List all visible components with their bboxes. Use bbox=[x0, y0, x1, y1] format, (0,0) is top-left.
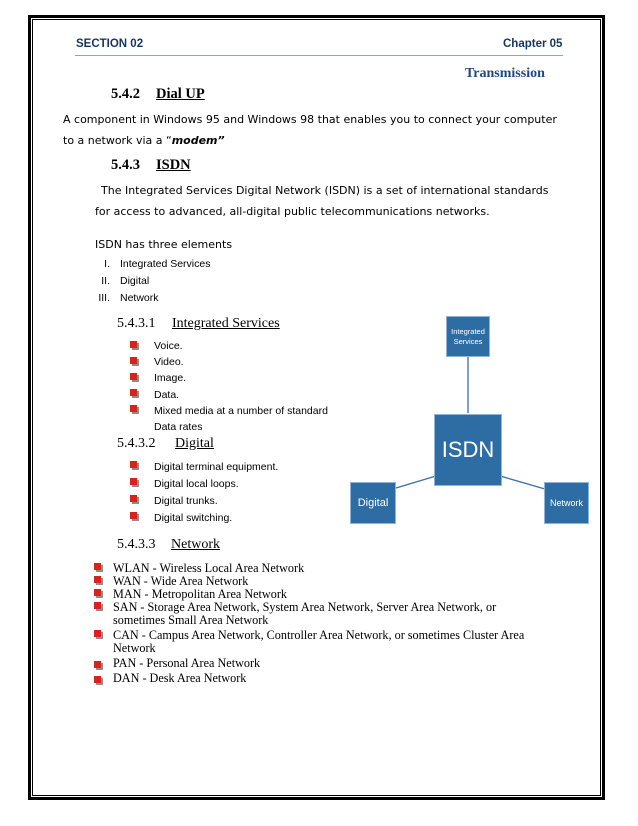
integrated-title: Integrated Services bbox=[172, 316, 280, 331]
isdn-para-line1: The Integrated Services Digital Network (ISDN) is a set of international standards bbox=[101, 184, 549, 197]
node-network: Network bbox=[544, 482, 589, 524]
digital-list bbox=[154, 459, 278, 527]
integrated-list bbox=[154, 338, 328, 435]
node-integrated-services: Integrated Services bbox=[446, 316, 490, 357]
integrated-heading bbox=[117, 316, 280, 332]
isdn-title: ISDN bbox=[156, 157, 191, 173]
isdn-diagram bbox=[340, 308, 592, 532]
connector-line-left bbox=[396, 476, 436, 488]
bullet-icon bbox=[94, 576, 101, 583]
isdn-element-item: III. Network bbox=[98, 292, 159, 304]
bullet-icon bbox=[130, 495, 137, 502]
dialup-text-line2 bbox=[63, 134, 225, 147]
bullet-icon bbox=[130, 512, 137, 519]
section-label: SECTION 02 bbox=[76, 38, 144, 50]
bullet-icon bbox=[130, 478, 137, 485]
dialup-text-line1: A component in Windows 95 and Windows 98 that enables you to connect your computer bbox=[63, 113, 557, 126]
bullet-icon bbox=[130, 357, 137, 364]
isdn-elements-list bbox=[88, 256, 210, 307]
list-item: Digital terminal equipment. bbox=[154, 461, 279, 473]
dialup-text-prefix: to a network via a “ bbox=[63, 134, 172, 147]
network-number: 5.4.3.3 bbox=[117, 537, 156, 552]
dialup-number: 5.4.2 bbox=[111, 86, 140, 102]
list-item: Voice. bbox=[154, 340, 183, 352]
bullet-icon bbox=[94, 676, 101, 683]
list-item: Video. bbox=[154, 356, 184, 369]
list-item: PAN - Personal Area Network bbox=[113, 656, 261, 670]
list-item: Image. bbox=[154, 372, 187, 385]
network-heading bbox=[117, 537, 220, 553]
bullet-icon bbox=[94, 563, 101, 570]
list-item: Mixed media at a number of standard bbox=[154, 404, 328, 417]
node-digital: Digital bbox=[350, 482, 396, 524]
isdn-number: 5.4.3 bbox=[111, 157, 140, 173]
isdn-element-item: II. Digital bbox=[101, 275, 150, 287]
list-item-continuation: sometimes Small Area Network bbox=[113, 613, 269, 627]
list-item: Data. bbox=[154, 388, 180, 401]
digital-number: 5.4.3.2 bbox=[117, 436, 156, 451]
bullet-icon bbox=[130, 341, 137, 348]
bullet-icon bbox=[94, 589, 101, 596]
list-item-continuation: Data rates bbox=[154, 421, 203, 434]
list-item: SAN - Storage Area Network, System Area Network, Server Area Network, or bbox=[113, 600, 497, 614]
bullet-icon bbox=[130, 461, 137, 468]
bullet-icon bbox=[130, 389, 137, 396]
list-item: WAN - Wide Area Network bbox=[113, 574, 249, 588]
bullet-icon bbox=[94, 602, 101, 609]
bullet-icon bbox=[94, 661, 101, 668]
bullet-icon bbox=[94, 630, 101, 637]
dialup-title: Dial UP bbox=[156, 86, 205, 102]
list-item: WLAN - Wireless Local Area Network bbox=[113, 561, 305, 575]
isdn-elements-intro: ISDN has three elements bbox=[95, 238, 233, 251]
header-rule bbox=[75, 55, 563, 56]
digital-title: Digital bbox=[175, 436, 214, 451]
list-item: Digital trunks. bbox=[154, 495, 218, 507]
list-item: Digital switching. bbox=[154, 512, 233, 524]
topic-title: Transmission bbox=[465, 66, 545, 81]
connector-line-right bbox=[500, 476, 545, 489]
list-item: MAN - Metropolitan Area Network bbox=[113, 587, 287, 601]
list-item: DAN - Desk Area Network bbox=[113, 671, 247, 685]
bullet-icon bbox=[130, 373, 137, 380]
isdn-para-line2: for access to advanced, all-digital public telecommunications networks. bbox=[95, 205, 490, 218]
list-item: Digital local loops. bbox=[154, 478, 239, 490]
isdn-heading bbox=[111, 157, 191, 174]
isdn-element-item: I. Integrated Services bbox=[104, 258, 211, 270]
network-title: Network bbox=[171, 537, 220, 552]
chapter-label: Chapter 05 bbox=[503, 38, 563, 50]
list-item-continuation: Network bbox=[113, 641, 156, 655]
dialup-heading bbox=[111, 86, 205, 103]
node-isdn-center: ISDN bbox=[434, 414, 502, 486]
dialup-text-emph: modem” bbox=[171, 134, 225, 147]
integrated-number: 5.4.3.1 bbox=[117, 316, 156, 331]
bullet-icon bbox=[130, 405, 137, 412]
digital-heading bbox=[117, 436, 214, 452]
list-item: CAN - Campus Area Network, Controller Area Network, or sometimes Cluster Area bbox=[113, 628, 525, 642]
network-list bbox=[113, 562, 524, 685]
